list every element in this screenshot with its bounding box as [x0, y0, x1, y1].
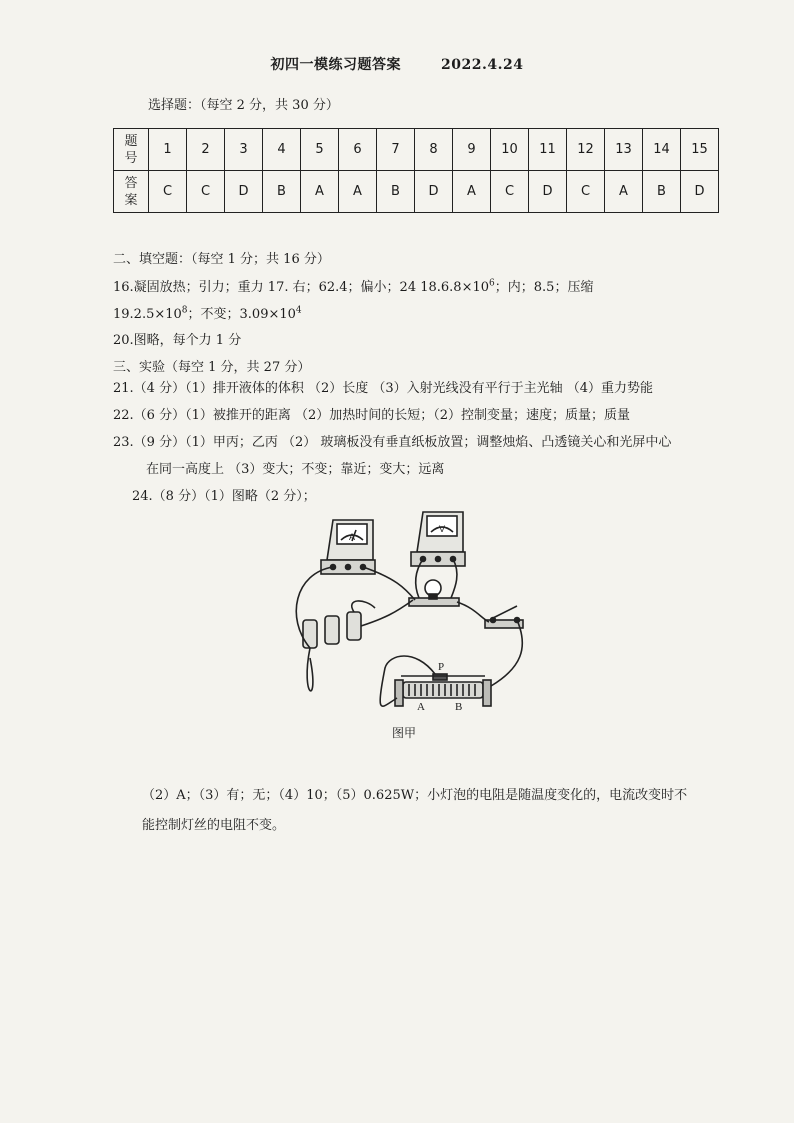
table-cell: 5	[301, 129, 339, 171]
table-cell: C	[187, 171, 225, 213]
table-cell: D	[681, 171, 719, 213]
table-cell: A	[605, 171, 643, 213]
q19-exponent-2: 4	[295, 305, 302, 316]
table-cell: 7	[377, 129, 415, 171]
table-cell: B	[377, 171, 415, 213]
answer-q20: 20.图略，每个力 1 分	[113, 333, 242, 348]
table-cell: 4	[263, 129, 301, 171]
ammeter-icon	[321, 520, 375, 574]
circuit-diagram	[285, 508, 535, 724]
q18-exponent: 6	[489, 278, 495, 289]
table-cell: C	[491, 171, 529, 213]
title-date: 2022.4.24	[441, 57, 524, 73]
table-cell: 1	[149, 129, 187, 171]
answer-q23-line2: 在同一高度上 （3）变大；不变；靠近；变大；远离	[146, 462, 445, 477]
answer-q19	[113, 303, 302, 322]
table-cell: 10	[491, 129, 529, 171]
table-cell: 11	[529, 129, 567, 171]
row-label-number	[114, 129, 149, 171]
table-cell: 9	[453, 129, 491, 171]
answer-table	[113, 128, 719, 213]
table-cell: 3	[225, 129, 263, 171]
section1-heading: 选择题：（每空 2 分，共 30 分）	[148, 98, 339, 113]
row-label-answer-text: 答案	[124, 175, 138, 208]
answer-final-line2: 能控制灯丝的电阻不变。	[142, 818, 286, 833]
title-text: 初四一模练习题答案	[270, 57, 402, 73]
section3-heading: 三、实验（每空 1 分，共 27 分）	[113, 360, 311, 375]
answer-q24: 24.（8 分）（1）图略（2 分）；	[132, 489, 316, 504]
figure-caption: 图甲	[392, 726, 417, 740]
row-label-number-text: 题号	[124, 133, 138, 166]
table-cell: 6	[339, 129, 377, 171]
table-cell: 14	[643, 129, 681, 171]
answer-q22: 22.（6 分）（1）被推开的距离 （2）加热时间的长短；（2）控制变量；速度；质量；质量	[113, 408, 631, 423]
voltmeter-icon	[411, 512, 465, 566]
table-cell: 2	[187, 129, 225, 171]
section2-heading: 二、填空题：（每空 1 分；共 16 分）	[113, 252, 330, 267]
table-cell: C	[567, 171, 605, 213]
answer-row	[114, 171, 719, 213]
table-cell: 8	[415, 129, 453, 171]
answer-q23-line1: 23.（9 分）（1）甲丙；乙丙 （2） 玻璃板没有垂直纸板放置；调整烛焰、凸透镜关心和光屏中心	[113, 435, 672, 450]
table-cell: D	[415, 171, 453, 213]
battery-icon	[303, 612, 361, 648]
table-cell: A	[453, 171, 491, 213]
table-cell: B	[643, 171, 681, 213]
q19-exponent-1: 8	[181, 305, 188, 316]
table-cell: D	[225, 171, 263, 213]
switch-icon	[485, 606, 523, 628]
voltmeter-label: V	[439, 524, 446, 534]
q16-18-text: 16.凝固放热；引力；重力 17. 右；62.4；偏小；24 18.6.8×10	[113, 280, 490, 295]
answer-final-line1: （2）A；（3）有；无；（4）10；（5）0.625W；小灯泡的电阻是随温度变化的，电流改变时不	[142, 788, 688, 803]
table-cell: 15	[681, 129, 719, 171]
terminal-label-b: B	[455, 701, 463, 713]
table-cell: A	[301, 171, 339, 213]
terminal-label-a: A	[417, 701, 425, 713]
table-cell: D	[529, 171, 567, 213]
answer-q16-18	[113, 276, 593, 295]
page-title	[0, 54, 794, 74]
slider-label-p: P	[438, 661, 445, 673]
table-cell: B	[263, 171, 301, 213]
answer-q21: 21.（4 分）（1）排开液体的体积 （2）长度 （3）入射光线没有平行于主光轴 （4）重力势能	[113, 381, 654, 396]
q19-part-b: ；不变；3.09×10	[187, 307, 296, 322]
table-cell: 13	[605, 129, 643, 171]
question-number-row	[114, 129, 719, 171]
table-cell: 12	[567, 129, 605, 171]
q18-tail: ；内；8.5；压缩	[494, 280, 594, 295]
row-label-answer	[114, 171, 149, 213]
rheostat-icon	[395, 674, 491, 706]
table-cell: A	[339, 171, 377, 213]
table-cell: C	[149, 171, 187, 213]
ammeter-label: A	[349, 532, 356, 542]
q19-part-a: 19.2.5×10	[113, 307, 182, 322]
